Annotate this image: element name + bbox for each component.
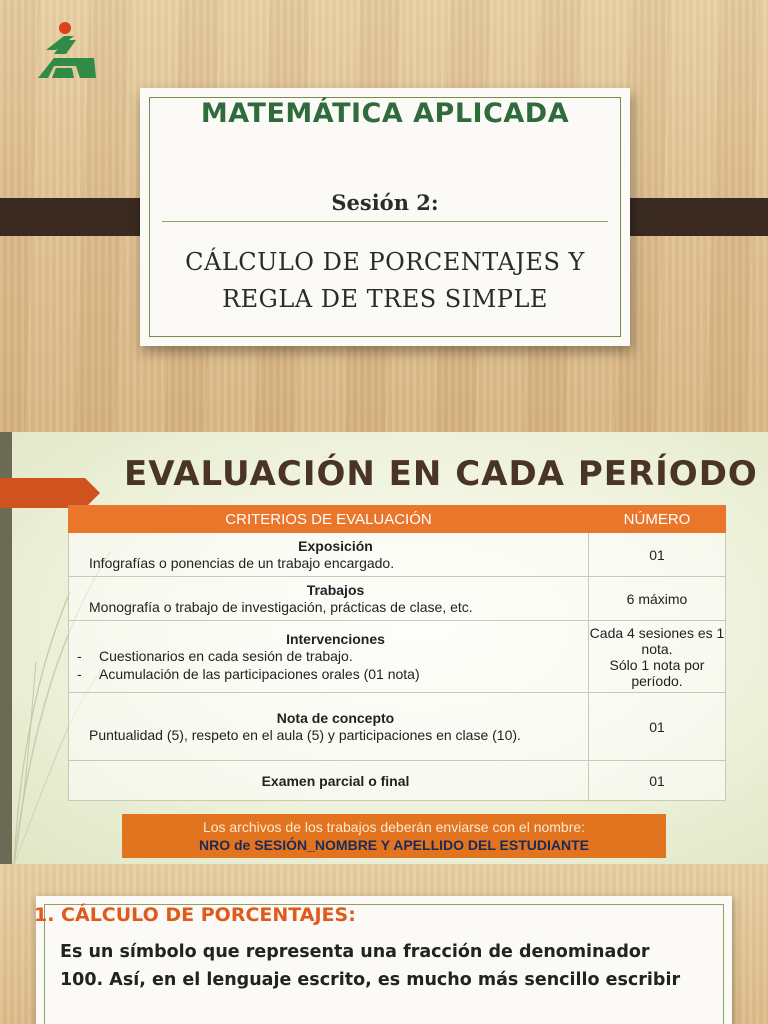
criteria-description: Monografía o trabajo de investigación, prácticas de clase, etc. xyxy=(89,598,473,615)
session-topic-line-2: REGLA DE TRES SIMPLE xyxy=(222,285,548,313)
criteria-item: - Cuestionarios en cada sesión de trabajo. xyxy=(89,647,582,665)
number-cell xyxy=(589,621,726,693)
percentages-slide xyxy=(0,864,768,1024)
criteria-cell xyxy=(69,577,589,621)
table-row xyxy=(69,621,726,693)
evaluation-slide xyxy=(0,432,768,864)
criteria-cell xyxy=(69,693,589,761)
criteria-description: Infografías o ponencias de un trabajo encargado. xyxy=(89,554,395,571)
number-cell: 01 xyxy=(589,533,726,577)
decorative-band-right xyxy=(612,198,768,236)
title-card xyxy=(140,88,630,346)
column-header-criteria: CRITERIOS DE EVALUACIÓN xyxy=(69,506,589,533)
table-row xyxy=(69,533,726,577)
divider xyxy=(162,221,608,222)
session-topic-line-1: CÁLCULO DE PORCENTAJES Y xyxy=(185,248,585,276)
criteria-cell xyxy=(69,533,589,577)
number-note-line: Cada 4 sesiones es 1 xyxy=(589,624,725,641)
number-cell: 01 xyxy=(589,761,726,801)
decorative-band-left xyxy=(0,198,156,236)
note-line-2: NRO de SESIÓN_NOMBRE Y APELLIDO DEL ESTUDIANTE xyxy=(199,837,589,853)
institution-logo-icon xyxy=(36,20,98,80)
section-text-line-1: Es un símbolo que representa una fracción de denominador xyxy=(60,942,650,962)
section-heading: 1. CÁLCULO DE PORCENTAJES: xyxy=(34,904,356,926)
criteria-heading: Trabajos xyxy=(306,581,365,598)
column-header-number: NÚMERO xyxy=(589,506,726,533)
file-naming-note xyxy=(122,814,666,858)
criteria-heading: Examen parcial o final xyxy=(261,772,410,789)
number-cell: 01 xyxy=(589,693,726,761)
table-row xyxy=(69,577,726,621)
title-arrow-marker xyxy=(0,478,100,508)
criteria-description: Puntualidad (5), respeto en el aula (5) y participaciones en clase (10). xyxy=(89,726,521,743)
evaluation-table xyxy=(68,505,726,801)
note-line-1: Los archivos de los trabajos deberán enviarse con el nombre: xyxy=(202,819,586,835)
section-text xyxy=(60,938,700,994)
criteria-cell xyxy=(69,621,589,693)
table-row xyxy=(69,693,726,761)
slide-title: EVALUACIÓN EN CADA PERÍODO xyxy=(124,454,758,494)
title-slide xyxy=(0,0,768,432)
course-title: MATEMÁTICA APLICADA xyxy=(200,98,570,129)
criteria-heading: Intervenciones xyxy=(286,630,385,647)
number-note-line: nota. xyxy=(641,640,673,657)
criteria-heading: Nota de concepto xyxy=(276,709,395,726)
table-header-row xyxy=(69,506,726,533)
number-cell: 6 máximo xyxy=(589,577,726,621)
session-label: Sesión 2: xyxy=(331,190,439,215)
criteria-heading: Exposición xyxy=(298,537,373,554)
number-note-line: Sólo 1 nota por período. xyxy=(609,656,705,689)
criteria-cell xyxy=(69,761,589,801)
criteria-item: - Acumulación de las participaciones orales (01 nota) xyxy=(89,665,582,683)
table-row xyxy=(69,761,726,801)
session-topic xyxy=(140,244,630,318)
section-text-line-2: 100. Así, en el lenguaje escrito, es mucho más sencillo escribir xyxy=(60,970,681,990)
